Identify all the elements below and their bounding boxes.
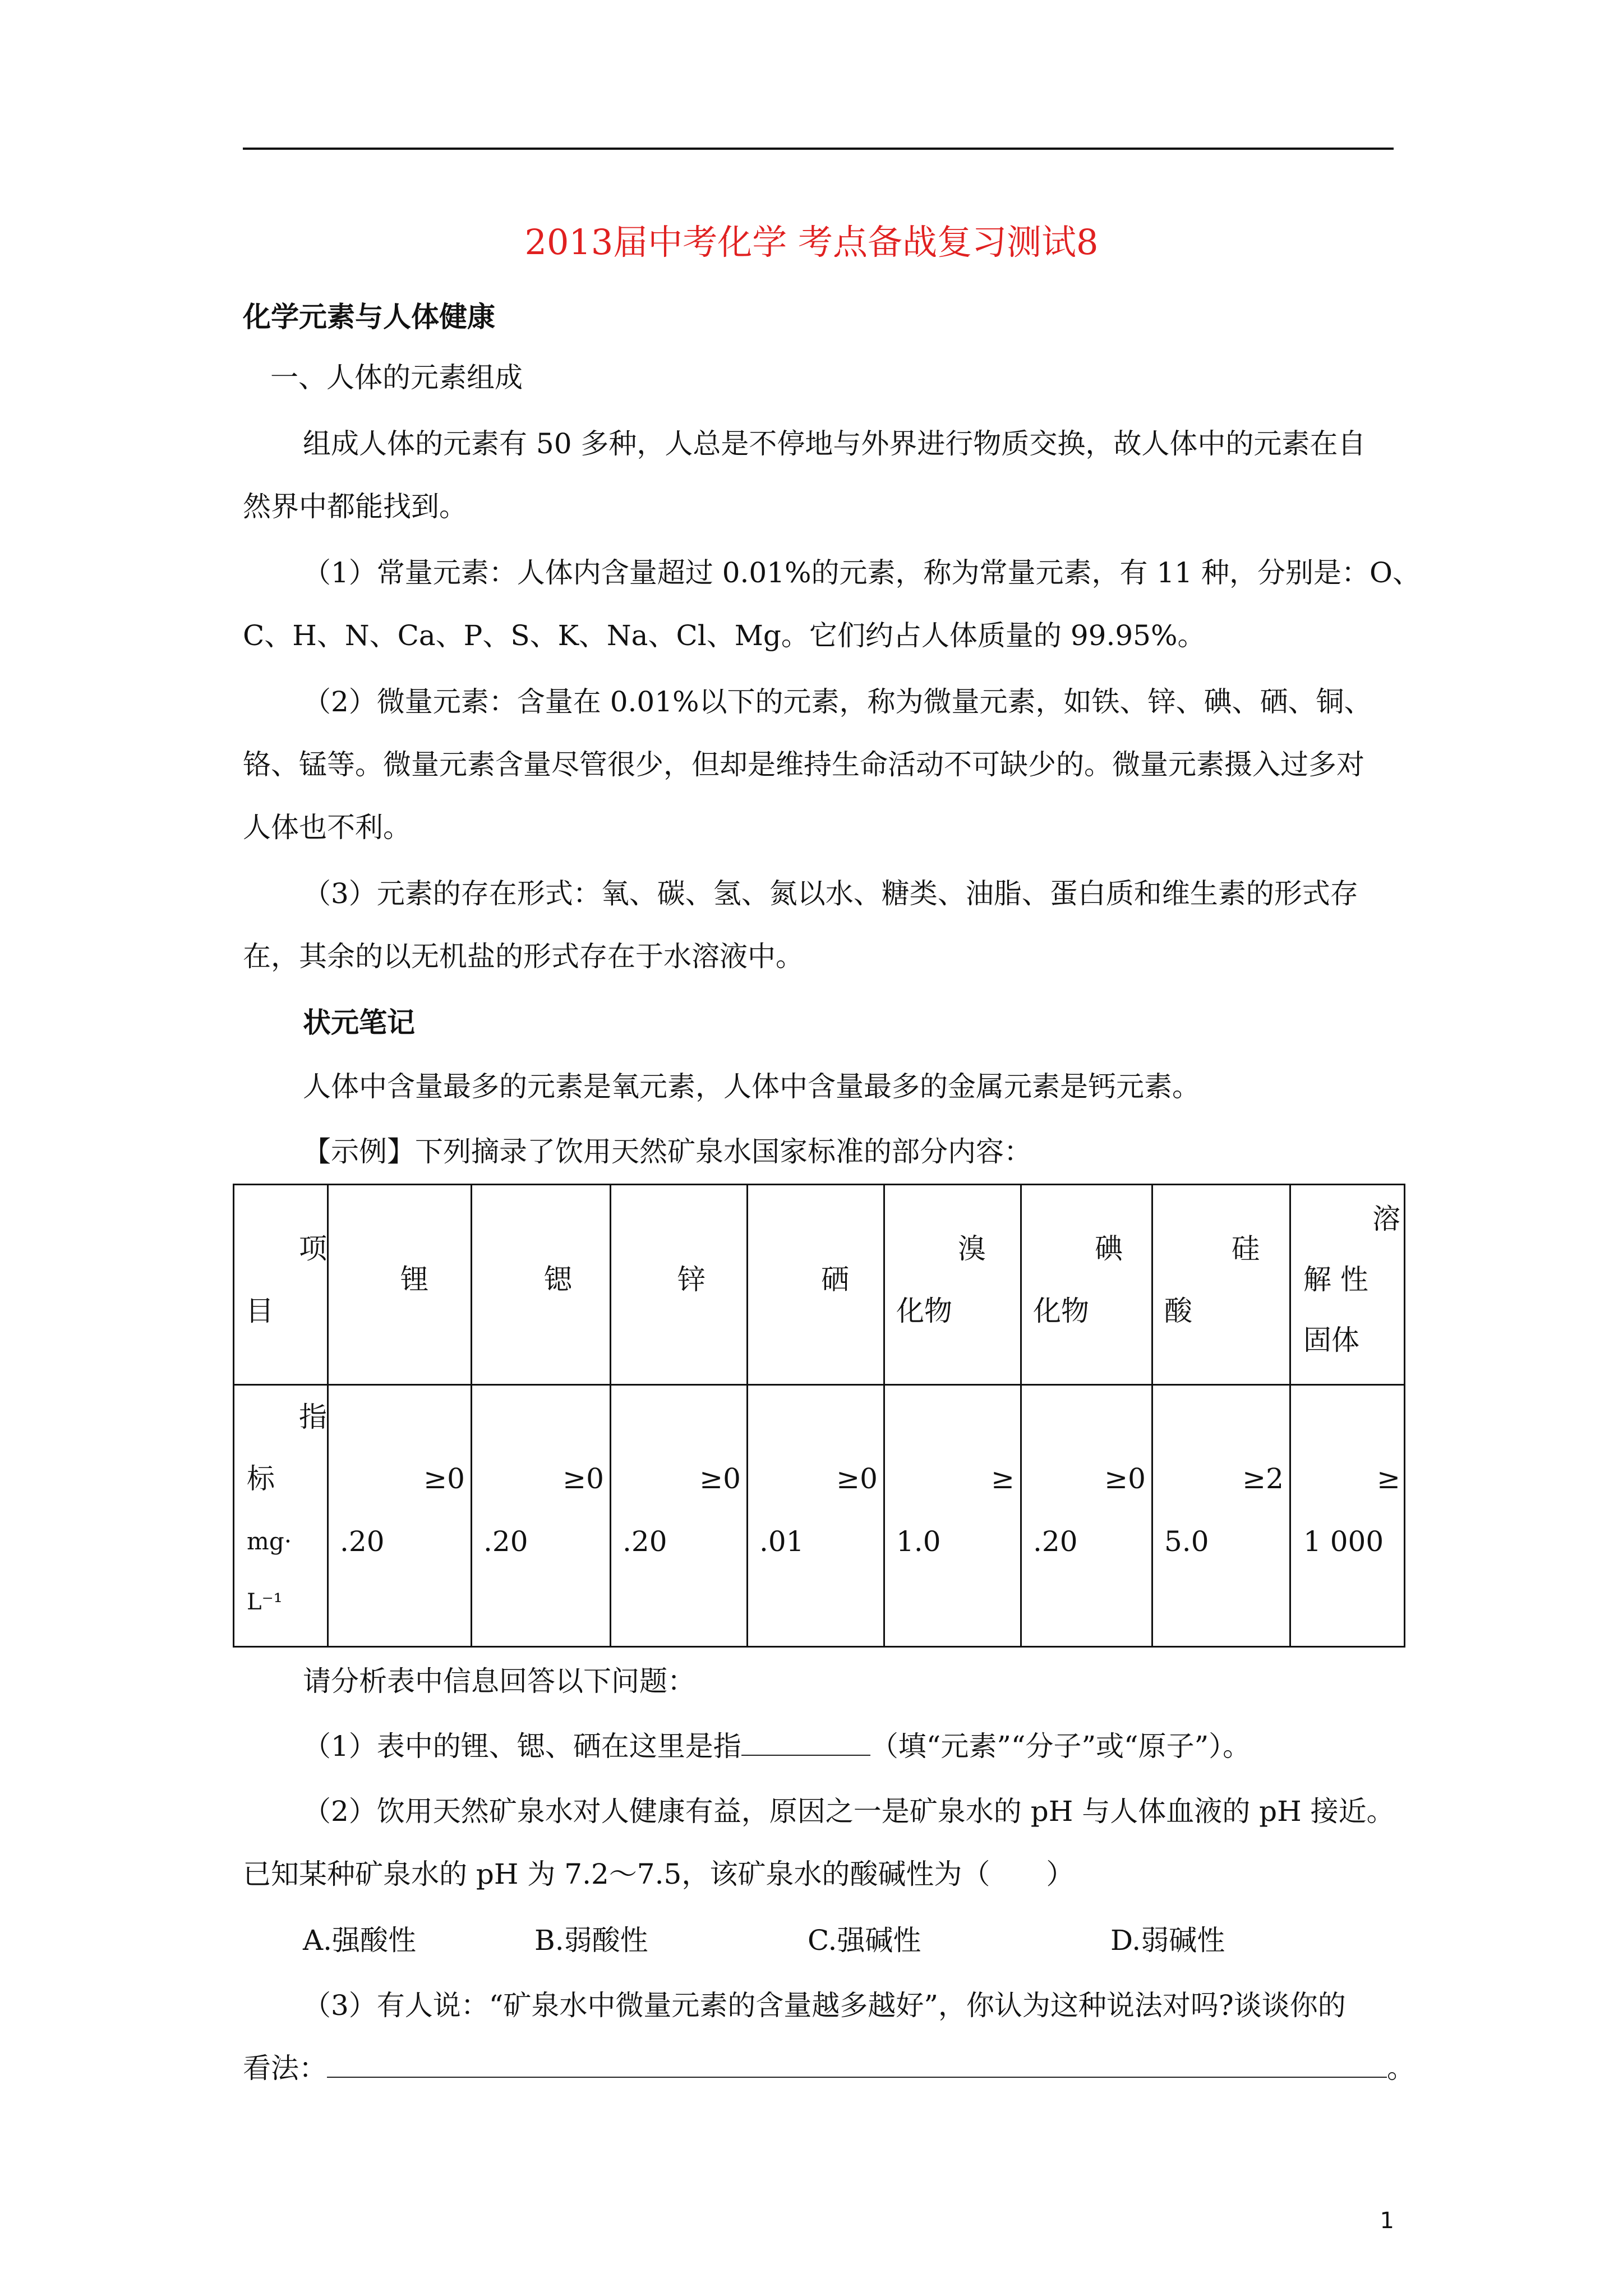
table-cell <box>1152 1385 1290 1647</box>
intro-line-1: 组成人体的元素有 50 多种，人总是不停地与外界进行物质交换，故人体中的元素在自 <box>303 427 1366 460</box>
table-cell-text: 目 <box>246 1295 274 1327</box>
note-text: 人体中含量最多的元素是氧元素，人体中含量最多的金属元素是钙元素。 <box>303 1070 1200 1103</box>
option-d[interactable]: D.弱碱性 <box>1110 1924 1225 1957</box>
table-cell <box>472 1385 611 1647</box>
table-cell-text: mg· <box>247 1527 292 1555</box>
question-2-line-2: 已知某种矿泉水的 pH 为 7.2～7.5，该矿泉水的酸碱性为（ ） <box>243 1858 1075 1890</box>
item2-line-3: 人体也不利。 <box>243 811 411 844</box>
table-cell-text: .01 <box>759 1525 804 1558</box>
option-b[interactable]: B.弱酸性 <box>534 1924 648 1957</box>
item1-line-2: C、H、N、Ca、P、S、K、Na、Cl、Mg。它们约占人体质量的 99.95%。 <box>243 619 1206 652</box>
question-1-suffix: （填“元素”“分子”或“原子”）。 <box>870 1730 1251 1763</box>
table-row <box>234 1385 1405 1647</box>
answer-blank-1[interactable] <box>741 1728 870 1756</box>
table-cell-text: ≥ <box>991 1462 1015 1495</box>
table-cell-text: .20 <box>340 1525 385 1558</box>
table-cell-text: ≥0 <box>562 1462 604 1495</box>
table-cell-text: 溶 <box>1372 1203 1400 1235</box>
table-cell-text: ≥0 <box>423 1462 465 1495</box>
table-cell-text: ≥ <box>1377 1462 1400 1495</box>
table-cell-text: 锶 <box>544 1263 572 1296</box>
table-cell <box>884 1185 1021 1385</box>
table-cell-text: 化物 <box>1033 1295 1089 1327</box>
table-cell-text: ≥0 <box>1104 1462 1146 1495</box>
table-cell-text: L⁻¹ <box>247 1589 283 1615</box>
table-cell-text: 固体 <box>1303 1324 1359 1356</box>
table-cell-text: ≥0 <box>699 1462 741 1495</box>
table-cell-text: ≥0 <box>836 1462 878 1495</box>
question-intro: 请分析表中信息回答以下问题： <box>303 1665 695 1697</box>
table-cell-text: 硒 <box>821 1263 849 1296</box>
question-3-prefix: 看法： <box>243 2052 327 2085</box>
page-number: 1 <box>1380 2208 1394 2234</box>
table-cell-text: 指 <box>299 1401 327 1433</box>
question-3-line-2 <box>243 2049 1415 2088</box>
table-cell <box>748 1385 884 1647</box>
table-cell <box>1021 1185 1152 1385</box>
section-heading: 化学元素与人体健康 <box>243 300 495 333</box>
table-cell-text: 锌 <box>677 1263 706 1296</box>
table-cell <box>328 1385 472 1647</box>
table-cell-text: ≥2 <box>1242 1462 1284 1495</box>
subheading: 一、人体的元素组成 <box>270 361 523 394</box>
option-a[interactable]: A.强酸性 <box>303 1924 417 1957</box>
option-c[interactable]: C.强碱性 <box>808 1924 921 1957</box>
table-cell-text: 溴 <box>958 1232 986 1265</box>
table-cell-text: 5.0 <box>1164 1525 1209 1558</box>
question-3-line-1: （3）有人说：“矿泉水中微量元素的含量越多越好”，你认为这种说法对吗?谈谈你的 <box>303 1989 1346 2022</box>
intro-line-2: 然界中都能找到。 <box>243 490 467 523</box>
table-cell <box>472 1185 611 1385</box>
note-heading: 状元笔记 <box>303 1006 415 1039</box>
item1-line-1: （1）常量元素：人体内含量超过 0.01%的元素，称为常量元素，有 11 种，分别是：O、 <box>303 556 1421 589</box>
table-cell-text: 标 <box>247 1462 275 1495</box>
question-3-suffix: 。 <box>1387 2052 1415 2085</box>
table-cell-text: .20 <box>623 1525 667 1558</box>
table-cell-text: 解 性 <box>1303 1263 1368 1296</box>
header-rule <box>243 148 1394 150</box>
table-cell <box>611 1385 748 1647</box>
answer-blank-3[interactable] <box>327 2050 1387 2078</box>
example-text: 【示例】下列摘录了饮用天然矿泉水国家标准的部分内容： <box>303 1135 1032 1168</box>
item2-line-2: 铬、锰等。微量元素含量尽管很少，但却是维持生命活动不可缺少的。微量元素摄入过多对 <box>243 748 1364 781</box>
table-cell-text: .20 <box>1033 1525 1078 1558</box>
item2-line-1: （2）微量元素：含量在 0.01%以下的元素，称为微量元素，如铁、锌、碘、硒、铜、 <box>303 685 1372 718</box>
table-cell <box>884 1385 1021 1647</box>
table-cell-text: 锂 <box>400 1263 428 1296</box>
table-cell-text: 酸 <box>1164 1295 1192 1327</box>
question-1 <box>303 1727 1251 1766</box>
table-cell <box>1021 1385 1152 1647</box>
table-cell-text: 1 000 <box>1303 1525 1384 1558</box>
table-cell <box>234 1185 328 1385</box>
item3-line-1: （3）元素的存在形式：氧、碳、氢、氮以水、糖类、油脂、蛋白质和维生素的形式存 <box>303 877 1358 910</box>
table-cell-text: 项 <box>299 1232 327 1265</box>
table-cell <box>611 1185 748 1385</box>
table-cell-text: .20 <box>483 1525 528 1558</box>
question-2-line-1: （2）饮用天然矿泉水对人健康有益，原因之一是矿泉水的 pH 与人体血液的 pH 接近。 <box>303 1795 1395 1828</box>
question-1-prefix: （1）表中的锂、锶、硒在这里是指 <box>303 1730 741 1763</box>
table-cell-text: 1.0 <box>896 1525 941 1558</box>
mineral-water-standard-table <box>233 1184 1405 1648</box>
table-cell-text: 硅 <box>1232 1232 1260 1265</box>
table-cell <box>1290 1185 1405 1385</box>
page-title: 2013届中考化学 考点备战复习测试8 <box>524 222 1099 263</box>
table-cell-text: 化物 <box>896 1295 952 1327</box>
table-cell <box>328 1185 472 1385</box>
table-cell <box>1290 1385 1405 1647</box>
table-cell-text: 碘 <box>1095 1232 1123 1265</box>
table-cell <box>748 1185 884 1385</box>
table-cell <box>234 1385 328 1647</box>
item3-line-2: 在，其余的以无机盐的形式存在于水溶液中。 <box>243 940 804 973</box>
table-cell <box>1152 1185 1290 1385</box>
table-header-row <box>234 1185 1405 1385</box>
